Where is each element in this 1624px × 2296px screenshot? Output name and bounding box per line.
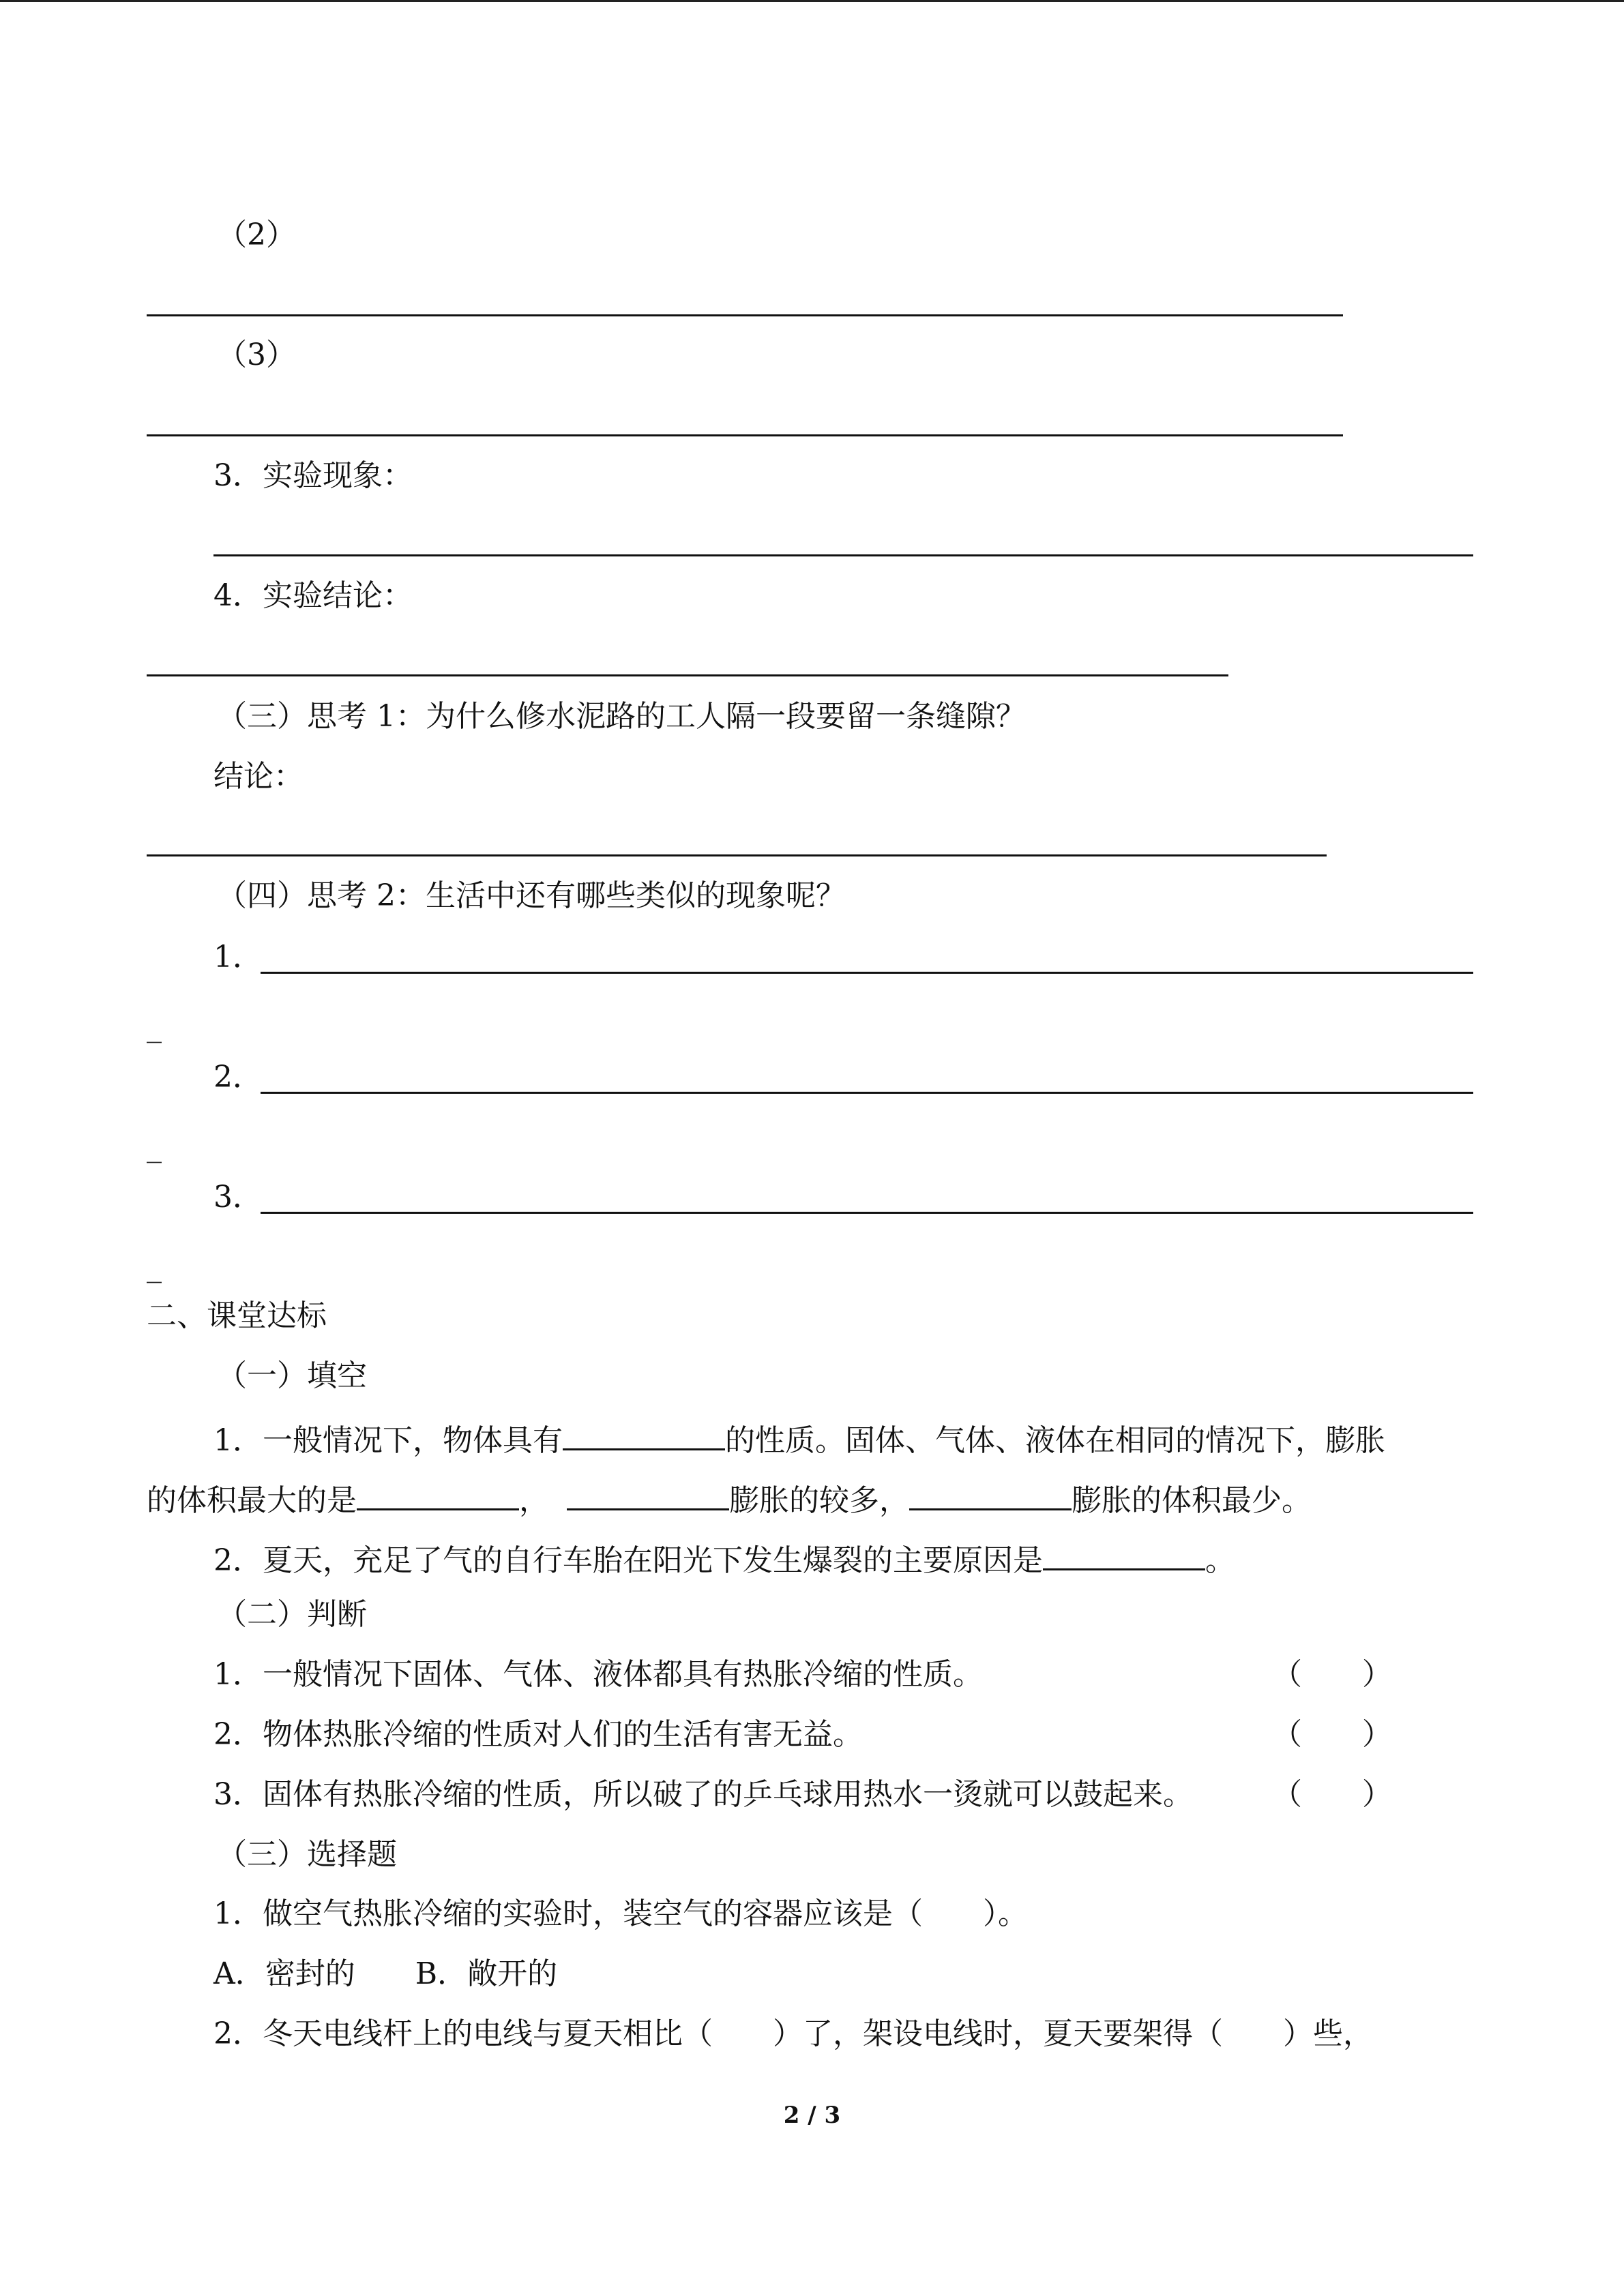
page-number: 2 / 3: [783, 2102, 841, 2129]
answer-line-phenomenon: [213, 554, 1473, 556]
phenomenon-label: 3．实验现象：: [213, 458, 413, 493]
answer-line-think-2-item-3: [261, 1212, 1473, 1214]
fill-q1-text-e: 膨胀的较多，: [729, 1483, 909, 1518]
fill-q1-blank-2[interactable]: [357, 1477, 519, 1510]
choice-q2: 2．冬天电线杆上的电线与夏天相比（ ）了，架设电线时，夏天要架得（ ）些，: [213, 2016, 1373, 2051]
judge-title: （二）判断: [217, 1597, 367, 1632]
judge-item-2: 2．物体热胀冷缩的性质对人们的生活有害无益。: [213, 1717, 863, 1752]
fill-q1-blank-3[interactable]: [567, 1477, 729, 1510]
step-3-label: （3）: [217, 338, 296, 372]
judge-item-1-answer-paren[interactable]: （ ）: [1272, 1657, 1392, 1692]
answer-line-step-3: [147, 434, 1343, 436]
fill-q1-blank-4[interactable]: [909, 1477, 1072, 1510]
judge-item-3-answer-paren[interactable]: （ ）: [1272, 1777, 1392, 1812]
trailing-mark-3: _: [147, 1249, 162, 1283]
answer-line-think-1: [147, 854, 1327, 856]
fill-q1-text-f: 膨胀的体积最少。: [1072, 1483, 1312, 1518]
conclusion-label: 4．实验结论：: [213, 578, 413, 613]
fill-q2-line: [213, 1537, 1235, 1579]
trailing-mark-1: _: [147, 1009, 162, 1043]
section-two-title: 二、课堂达标: [147, 1298, 327, 1333]
choice-q1: 1．做空气热胀冷缩的实验时，装空气的容器应该是（ ）。: [213, 1896, 1028, 1931]
think-2-item-2-label: 2．: [213, 1060, 263, 1094]
judge-item-1: 1．一般情况下固体、气体、液体都具有热胀冷缩的性质。: [213, 1657, 983, 1692]
trailing-mark-2: _: [147, 1129, 162, 1163]
judge-item-2-answer-paren[interactable]: （ ）: [1272, 1717, 1392, 1752]
fill-q1-line-2: [147, 1477, 1312, 1519]
fill-q2-blank[interactable]: [1043, 1537, 1205, 1570]
answer-line-step-2: [147, 314, 1343, 316]
answer-line-conclusion: [147, 674, 1228, 676]
fill-q1-line-1: [213, 1417, 1385, 1459]
fill-q1-blank-1[interactable]: [563, 1417, 725, 1450]
judge-item-3: 3．固体有热胀冷缩的性质，所以破了的乒乓球用热水一烫就可以鼓起来。: [213, 1777, 1193, 1812]
fill-q1-text-a: 1．一般情况下，物体具有: [213, 1423, 563, 1458]
choice-q1-options: A．密封的 B．敞开的: [213, 1956, 558, 1991]
page-top-border: [0, 0, 1624, 2]
fill-q2-text-b: 。: [1205, 1543, 1235, 1578]
think-2-item-3-label: 3．: [213, 1180, 263, 1214]
answer-line-think-2-item-2: [261, 1092, 1473, 1094]
choice-title: （三）选择题: [217, 1837, 397, 1872]
step-2-label: （2）: [217, 218, 296, 252]
think-2-question: （四）思考 2：生活中还有哪些类似的现象呢？: [217, 878, 846, 913]
answer-line-think-2-item-1: [261, 972, 1473, 974]
fill-q1-text-d: ，: [519, 1483, 549, 1518]
fill-blank-title: （一）填空: [217, 1358, 367, 1393]
think-1-conclusion-label: 结论：: [213, 759, 304, 794]
fill-q1-text-b: 的性质。固体、气体、液体在相同的情况下，膨胀: [725, 1423, 1385, 1458]
fill-q1-text-c: 的体积最大的是: [147, 1483, 357, 1518]
think-1-question: （三）思考 1：为什么修水泥路的工人隔一段要留一条缝隙？: [217, 699, 1026, 734]
think-2-item-1-label: 1．: [213, 940, 263, 974]
fill-q2-text-a: 2．夏天，充足了气的自行车胎在阳光下发生爆裂的主要原因是: [213, 1543, 1043, 1578]
